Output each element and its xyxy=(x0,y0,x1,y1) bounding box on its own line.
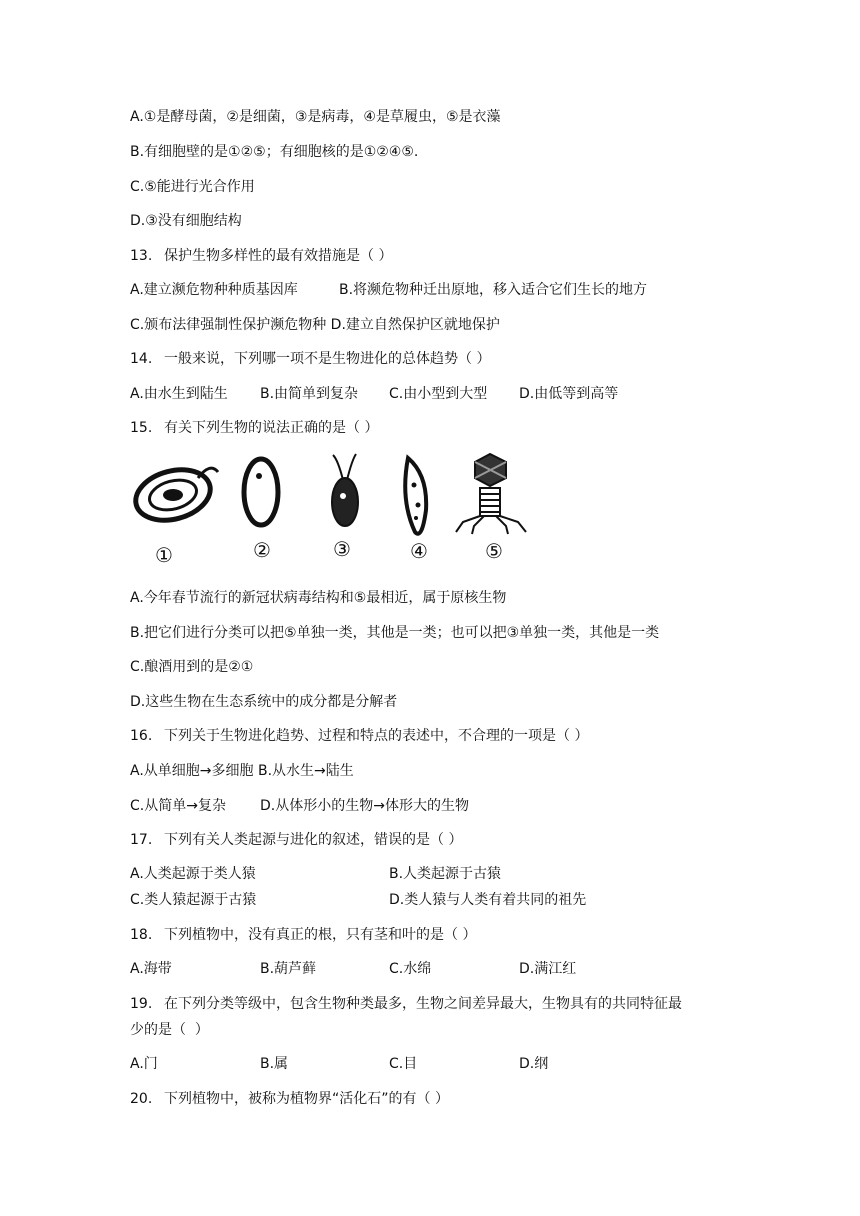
question-13 xyxy=(130,246,392,266)
option-a: A.由水生到陆生 xyxy=(130,386,228,402)
option-a: A.今年春节流行的新冠状病毒结构和⑤最相近，属于原核生物 xyxy=(130,590,507,606)
organism-2-image xyxy=(244,459,278,525)
option-line: A.①是酵母菌，②是细菌，③是病毒，④是草履虫，⑤是衣藻 xyxy=(130,109,501,125)
option-c: C.从简单→复杂 xyxy=(130,798,226,814)
option-d: D.这些生物在生态系统中的成分都是分解者 xyxy=(130,694,398,710)
question-text: 下列植物中，被称为植物界“活化石”的有（ ） xyxy=(164,1091,449,1107)
question-15 xyxy=(130,418,378,438)
question-text: 一般来说，下列哪一项不是生物进化的总体趋势（ ） xyxy=(164,351,491,367)
option-b: B.人类起源于古猿 xyxy=(389,866,502,882)
question-19 xyxy=(130,994,682,1014)
option-d: D.由低等到高等 xyxy=(519,386,619,402)
question-14 xyxy=(130,349,490,369)
organisms-figure xyxy=(128,450,548,570)
option-ab: A.从单细胞→多细胞 B.从水生→陆生 xyxy=(130,763,354,779)
organism-1-image xyxy=(130,462,218,528)
question-number: 15. xyxy=(130,420,153,436)
figure-label-1: ① xyxy=(155,543,173,567)
figure-label-3: ③ xyxy=(333,537,351,561)
question-text: 下列关于生物进化趋势、过程和特点的表述中，不合理的一项是（ ） xyxy=(164,728,589,744)
figure-label-5: ⑤ xyxy=(485,539,503,563)
question-number: 19. xyxy=(130,996,153,1012)
option-c: C.由小型到大型 xyxy=(389,386,488,402)
option-c: C.水绵 xyxy=(389,961,432,977)
option-b: B.葫芦藓 xyxy=(260,961,317,977)
question-text: 下列有关人类起源与进化的叙述，错误的是（ ） xyxy=(164,832,463,848)
option-a: A.建立濒危物种种质基因库 xyxy=(130,282,298,298)
question-18 xyxy=(130,925,476,945)
option-b: B.属 xyxy=(260,1056,289,1072)
option-a: A.门 xyxy=(130,1056,158,1072)
question-text: 在下列分类等级中，包含生物种类最多，生物之间差异最大，生物具有的共同特征最 xyxy=(164,996,682,1012)
option-line: D.③没有细胞结构 xyxy=(130,213,242,229)
question-number: 13. xyxy=(130,248,153,264)
option-b: B.把它们进行分类可以把⑤单独一类，其他是一类；也可以把③单独一类，其他是一类 xyxy=(130,625,660,641)
figure-label-4: ④ xyxy=(410,539,428,563)
question-number: 16. xyxy=(130,728,153,744)
question-text: 保护生物多样性的最有效措施是（ ） xyxy=(164,248,393,264)
question-text-continued: 少的是（ ） xyxy=(130,1022,209,1038)
option-a: A.人类起源于类人猿 xyxy=(130,866,256,882)
question-text: 下列植物中，没有真正的根，只有茎和叶的是（ ） xyxy=(164,927,477,943)
option-c: C.类人猿起源于古猿 xyxy=(130,892,257,908)
option-line: C.⑤能进行光合作用 xyxy=(130,179,255,195)
question-16 xyxy=(130,726,588,746)
question-text: 有关下列生物的说法正确的是（ ） xyxy=(164,420,379,436)
question-number: 20. xyxy=(130,1091,153,1107)
option-c: C.酿酒用到的是②① xyxy=(130,659,254,675)
organism-4-image xyxy=(405,458,426,534)
question-number: 14. xyxy=(130,351,153,367)
option-line: B.有细胞壁的是①②⑤；有细胞核的是①②④⑤. xyxy=(130,144,419,160)
option-cd: C.颁布法律强制性保护濒危物种 D.建立自然保护区就地保护 xyxy=(130,317,500,333)
organism-5-image xyxy=(456,454,526,534)
option-d: D.满江红 xyxy=(519,961,577,977)
option-d: D.从体形小的生物→体形大的生物 xyxy=(260,798,469,814)
option-d: D.类人猿与人类有着共同的祖先 xyxy=(389,892,587,908)
option-b: B.将濒危物种迁出原地，移入适合它们生长的地方 xyxy=(339,282,648,298)
figure-label-2: ② xyxy=(253,538,271,562)
question-20 xyxy=(130,1089,449,1109)
option-a: A.海带 xyxy=(130,961,172,977)
option-b: B.由简单到复杂 xyxy=(260,386,359,402)
question-number: 18. xyxy=(130,927,153,943)
organism-3-image xyxy=(332,454,358,526)
question-number: 17. xyxy=(130,832,153,848)
question-17 xyxy=(130,830,462,850)
option-c: C.目 xyxy=(389,1056,418,1072)
option-d: D.纲 xyxy=(519,1056,549,1072)
